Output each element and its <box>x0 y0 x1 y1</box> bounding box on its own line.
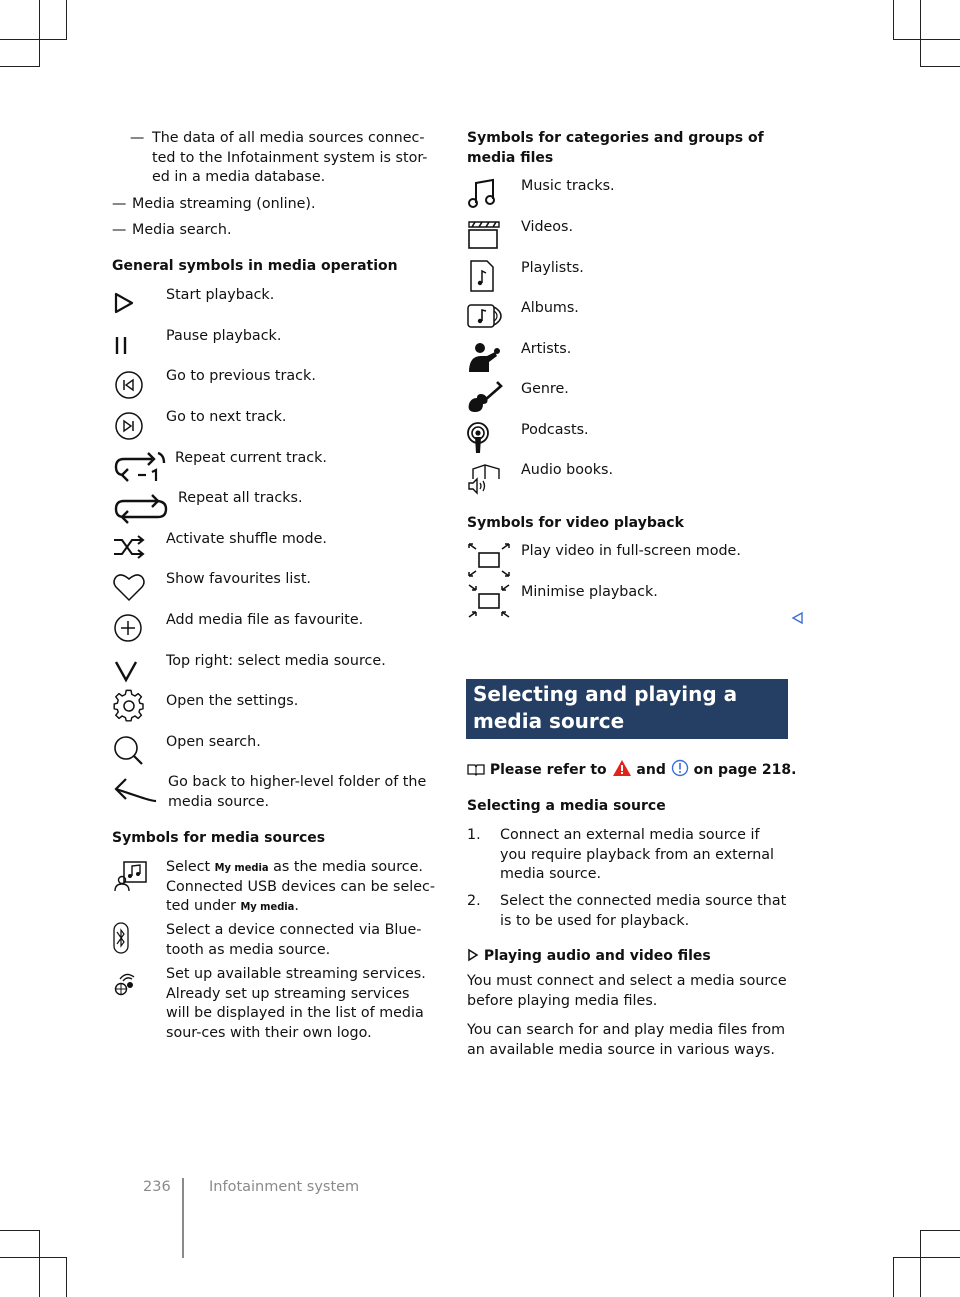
source-mymedia-text <box>166 858 436 917</box>
crop-mark <box>893 0 894 40</box>
previous-track-icon <box>112 367 152 403</box>
refer-suffix: on page 218. <box>693 762 797 778</box>
category-label: Podcasts. <box>521 422 589 438</box>
video-label: Play video in full-screen mode. <box>521 543 741 559</box>
source-bluetooth-text: Select a device connected via Blue-tooth as media source. <box>166 922 422 958</box>
shuffle-icon <box>112 530 152 566</box>
step-number: 1. <box>467 827 481 843</box>
notice-icon <box>671 759 689 777</box>
continue-triangle-icon <box>791 611 805 625</box>
next-track-icon <box>112 408 152 444</box>
artist-icon <box>467 340 507 376</box>
crop-mark <box>893 1257 960 1258</box>
repeat-all-icon <box>112 489 168 525</box>
symbol-label: Top right: select media source. <box>166 653 386 669</box>
streaming-icon <box>112 965 152 1001</box>
paragraph: You must connect and select a media source before playing media files. <box>467 973 787 1009</box>
gear-icon <box>112 692 152 728</box>
category-label: Playlists. <box>521 260 584 276</box>
pause-icon <box>112 327 152 363</box>
category-label: Albums. <box>521 300 579 316</box>
symbol-label: Show favourites list. <box>166 571 311 587</box>
symbol-label: Add media file as favourite. <box>166 612 364 628</box>
crop-mark <box>39 0 40 67</box>
bluetooth-icon <box>112 921 152 957</box>
refer-line <box>467 759 796 781</box>
search-icon <box>112 733 152 769</box>
crop-mark <box>0 1257 67 1258</box>
intro-subitem <box>130 129 430 188</box>
fullscreen-icon <box>467 542 513 578</box>
crop-mark <box>920 0 921 67</box>
page-number: 236 <box>143 1179 171 1195</box>
minimise-icon <box>467 583 513 619</box>
dash-bullet: — <box>112 222 127 238</box>
subsection-triangle-icon <box>467 948 479 962</box>
term-my-media: My media <box>214 861 269 874</box>
crop-mark <box>0 39 67 40</box>
play-icon <box>112 286 152 322</box>
video-label: Minimise playback. <box>521 584 658 600</box>
step-text: Connect an external media source if you require playback from an external media source. <box>500 827 774 882</box>
crop-mark <box>39 1230 40 1297</box>
text-span: Select <box>166 859 215 875</box>
refer-and: and <box>636 762 666 778</box>
crop-mark <box>66 1257 67 1297</box>
chapter-title: Infotainment system <box>209 1179 360 1195</box>
intro-item-text: Media search. <box>132 222 232 238</box>
paragraph: You can search for and play media files from an available media source in various ways. <box>467 1022 786 1058</box>
book-icon <box>467 762 485 776</box>
symbol-label: Open search. <box>166 734 261 750</box>
crop-mark <box>0 1230 40 1231</box>
symbol-label: Start playback. <box>166 287 275 303</box>
back-arrow-icon <box>112 773 158 809</box>
category-label: Artists. <box>521 341 572 357</box>
crop-mark <box>920 66 960 67</box>
selecting-heading: Selecting a media source <box>467 798 666 814</box>
intro-item <box>112 221 430 241</box>
crop-mark <box>920 1230 960 1231</box>
intro-item <box>112 195 430 215</box>
symbol-label: Repeat current track. <box>175 450 327 466</box>
symbol-label: Go to previous track. <box>166 368 316 384</box>
chevron-down-icon <box>112 652 152 688</box>
crop-mark <box>66 0 67 40</box>
section-title-banner: Selecting and playing a media source <box>466 679 788 739</box>
heart-icon <box>112 570 152 606</box>
text-span: . <box>294 898 299 914</box>
playing-heading-row <box>467 947 711 967</box>
footer-divider <box>182 1178 184 1258</box>
album-icon <box>467 299 507 335</box>
symbol-label: Activate shuffle mode. <box>166 531 327 547</box>
symbol-label: Go to next track. <box>166 409 287 425</box>
step-number: 2. <box>467 893 481 909</box>
step-item <box>467 826 789 885</box>
video-playback-heading: Symbols for video playback <box>467 515 684 531</box>
symbol-label: Pause playback. <box>166 328 282 344</box>
crop-mark <box>920 1230 921 1297</box>
playlist-icon <box>467 259 507 295</box>
music-note-icon <box>467 177 507 213</box>
category-label: Music tracks. <box>521 178 615 194</box>
category-label: Genre. <box>521 381 569 397</box>
category-label: Audio books. <box>521 462 614 478</box>
step-text: Select the connected media source that is to be used for playback. <box>500 893 787 929</box>
term-my-media: My media <box>240 900 295 913</box>
clapperboard-icon <box>467 218 507 254</box>
audiobook-icon <box>467 461 507 497</box>
warning-icon <box>612 759 632 777</box>
crop-mark <box>893 39 960 40</box>
add-favourite-icon <box>112 611 152 647</box>
source-streaming-text: Set up available streaming services. Already set up streaming services will be displayed in the list of media sour-ces with their own logo. <box>166 966 426 1041</box>
dash-bullet: — <box>112 196 127 212</box>
symbol-label: Open the settings. <box>166 693 299 709</box>
symbol-label: Repeat all tracks. <box>178 490 303 506</box>
playing-heading: Playing audio and video files <box>483 948 711 964</box>
refer-prefix: Please refer to <box>489 762 607 778</box>
dash-bullet: — <box>130 130 145 146</box>
media-sources-heading: Symbols for media sources <box>112 830 326 846</box>
category-label: Videos. <box>521 219 574 235</box>
text-span: as the media source. Connected USB devices can be selec-ted under <box>166 859 436 914</box>
step-item <box>467 892 789 931</box>
crop-mark <box>893 1257 894 1297</box>
intro-subitem-text: The data of all media sources connec-ted to the Infotainment system is stor-ed in a media database. <box>152 130 428 185</box>
intro-item-text: Media streaming (online). <box>132 196 316 212</box>
repeat-one-icon <box>112 449 168 485</box>
symbol-label: Go back to higher-level folder of the media source. <box>168 774 427 810</box>
podcast-icon <box>467 421 507 457</box>
crop-mark <box>0 66 40 67</box>
guitar-icon <box>467 380 507 416</box>
general-symbols-heading: General symbols in media operation <box>112 258 398 274</box>
my-media-icon <box>112 858 152 894</box>
categories-heading: Symbols for categories and groups of media files <box>467 130 764 166</box>
